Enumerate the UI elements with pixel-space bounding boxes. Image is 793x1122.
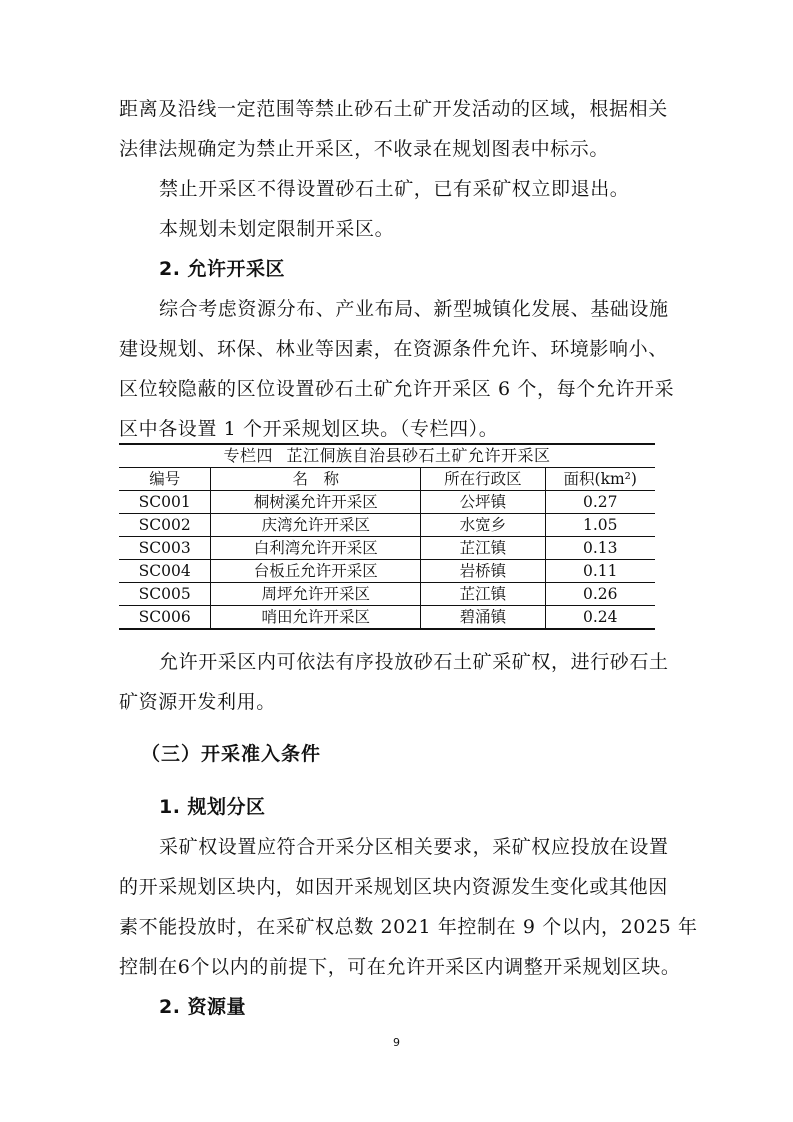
cell-code: SC001 <box>119 491 211 514</box>
table-row <box>119 514 655 537</box>
paragraph-line: 综合考虑资源分布、产业布局、新型城镇化发展、基础设施 <box>159 298 669 320</box>
table-row <box>119 560 655 583</box>
cell-name: 白利湾允许开采区 <box>211 537 421 560</box>
paragraph-line: 法律法规确定为禁止开采区，不收录在规划图表中标示。 <box>119 138 610 160</box>
table-row <box>119 583 655 606</box>
paragraph-line: 采矿权设置应符合开采分区相关要求，采矿权应投放在设置 <box>159 836 669 858</box>
table-column-label: 专栏四 <box>223 446 273 465</box>
subheading-zoning: 1. 规划分区 <box>159 796 266 818</box>
cell-code: SC004 <box>119 560 211 583</box>
cell-name: 哨田允许开采区 <box>211 606 421 630</box>
cell-region: 芷江镇 <box>421 583 545 606</box>
header-area: 面积(km²) <box>545 468 655 491</box>
page-number: 9 <box>393 1036 400 1049</box>
cell-name: 桐树溪允许开采区 <box>211 491 421 514</box>
subheading-permitted-zone: 2. 允许开采区 <box>159 258 286 280</box>
paragraph-line: 禁止开采区不得设置砂石土矿，已有采矿权立即退出。 <box>159 178 630 200</box>
cell-area: 1.05 <box>545 514 655 537</box>
paragraph-line: 距离及沿线一定范围等禁止砂石土矿开发活动的区域，根据相关 <box>119 98 668 120</box>
table-row <box>119 537 655 560</box>
table-row <box>119 606 655 630</box>
header-code: 编号 <box>119 468 211 491</box>
cell-code: SC005 <box>119 583 211 606</box>
permitted-zone-table <box>119 443 655 630</box>
paragraph-line: 区位较隐蔽的区位设置砂石土矿允许开采区 6 个，每个允许开采 <box>119 378 675 400</box>
paragraph-line: 允许开采区内可依法有序投放砂石土矿采矿权，进行砂石土 <box>159 651 669 673</box>
cell-region: 芷江镇 <box>421 537 545 560</box>
cell-area: 0.24 <box>545 606 655 630</box>
header-name: 名 称 <box>211 468 421 491</box>
paragraph-line: 矿资源开发利用。 <box>119 691 276 713</box>
header-region: 所在行政区 <box>421 468 545 491</box>
cell-code: SC006 <box>119 606 211 630</box>
table-row <box>119 491 655 514</box>
paragraph-line: 的开采规划区块内，如因开采规划区块内资源发生变化或其他因 <box>119 876 668 898</box>
subheading-resource-amount: 2. 资源量 <box>159 996 247 1018</box>
paragraph-line: 素不能投放时，在采矿权总数 2021 年控制在 9 个以内，2025 年 <box>119 916 698 938</box>
cell-region: 公坪镇 <box>421 491 545 514</box>
paragraph-line: 区中各设置 1 个开采规划区块。（专栏四）。 <box>119 418 499 440</box>
cell-area: 0.27 <box>545 491 655 514</box>
cell-code: SC002 <box>119 514 211 537</box>
cell-name: 周坪允许开采区 <box>211 583 421 606</box>
cell-code: SC003 <box>119 537 211 560</box>
table-title-row <box>119 444 655 468</box>
cell-region: 碧涌镇 <box>421 606 545 630</box>
cell-name: 台板丘允许开采区 <box>211 560 421 583</box>
table-title: 芷江侗族自治县砂石土矿允许开采区 <box>286 446 551 465</box>
section-heading-access-conditions: （三）开采准入条件 <box>141 743 322 765</box>
paragraph-line: 本规划未划定限制开采区。 <box>159 218 395 240</box>
table-header-row <box>119 468 655 491</box>
cell-area: 0.26 <box>545 583 655 606</box>
cell-region: 岩桥镇 <box>421 560 545 583</box>
cell-name: 庆湾允许开采区 <box>211 514 421 537</box>
cell-area: 0.11 <box>545 560 655 583</box>
cell-region: 水宽乡 <box>421 514 545 537</box>
cell-area: 0.13 <box>545 537 655 560</box>
paragraph-line: 建设规划、环保、林业等因素，在资源条件允许、环境影响小、 <box>119 338 668 360</box>
paragraph-line: 控制在6个以内的前提下，可在允许开采区内调整开采规划区块。 <box>119 956 681 978</box>
